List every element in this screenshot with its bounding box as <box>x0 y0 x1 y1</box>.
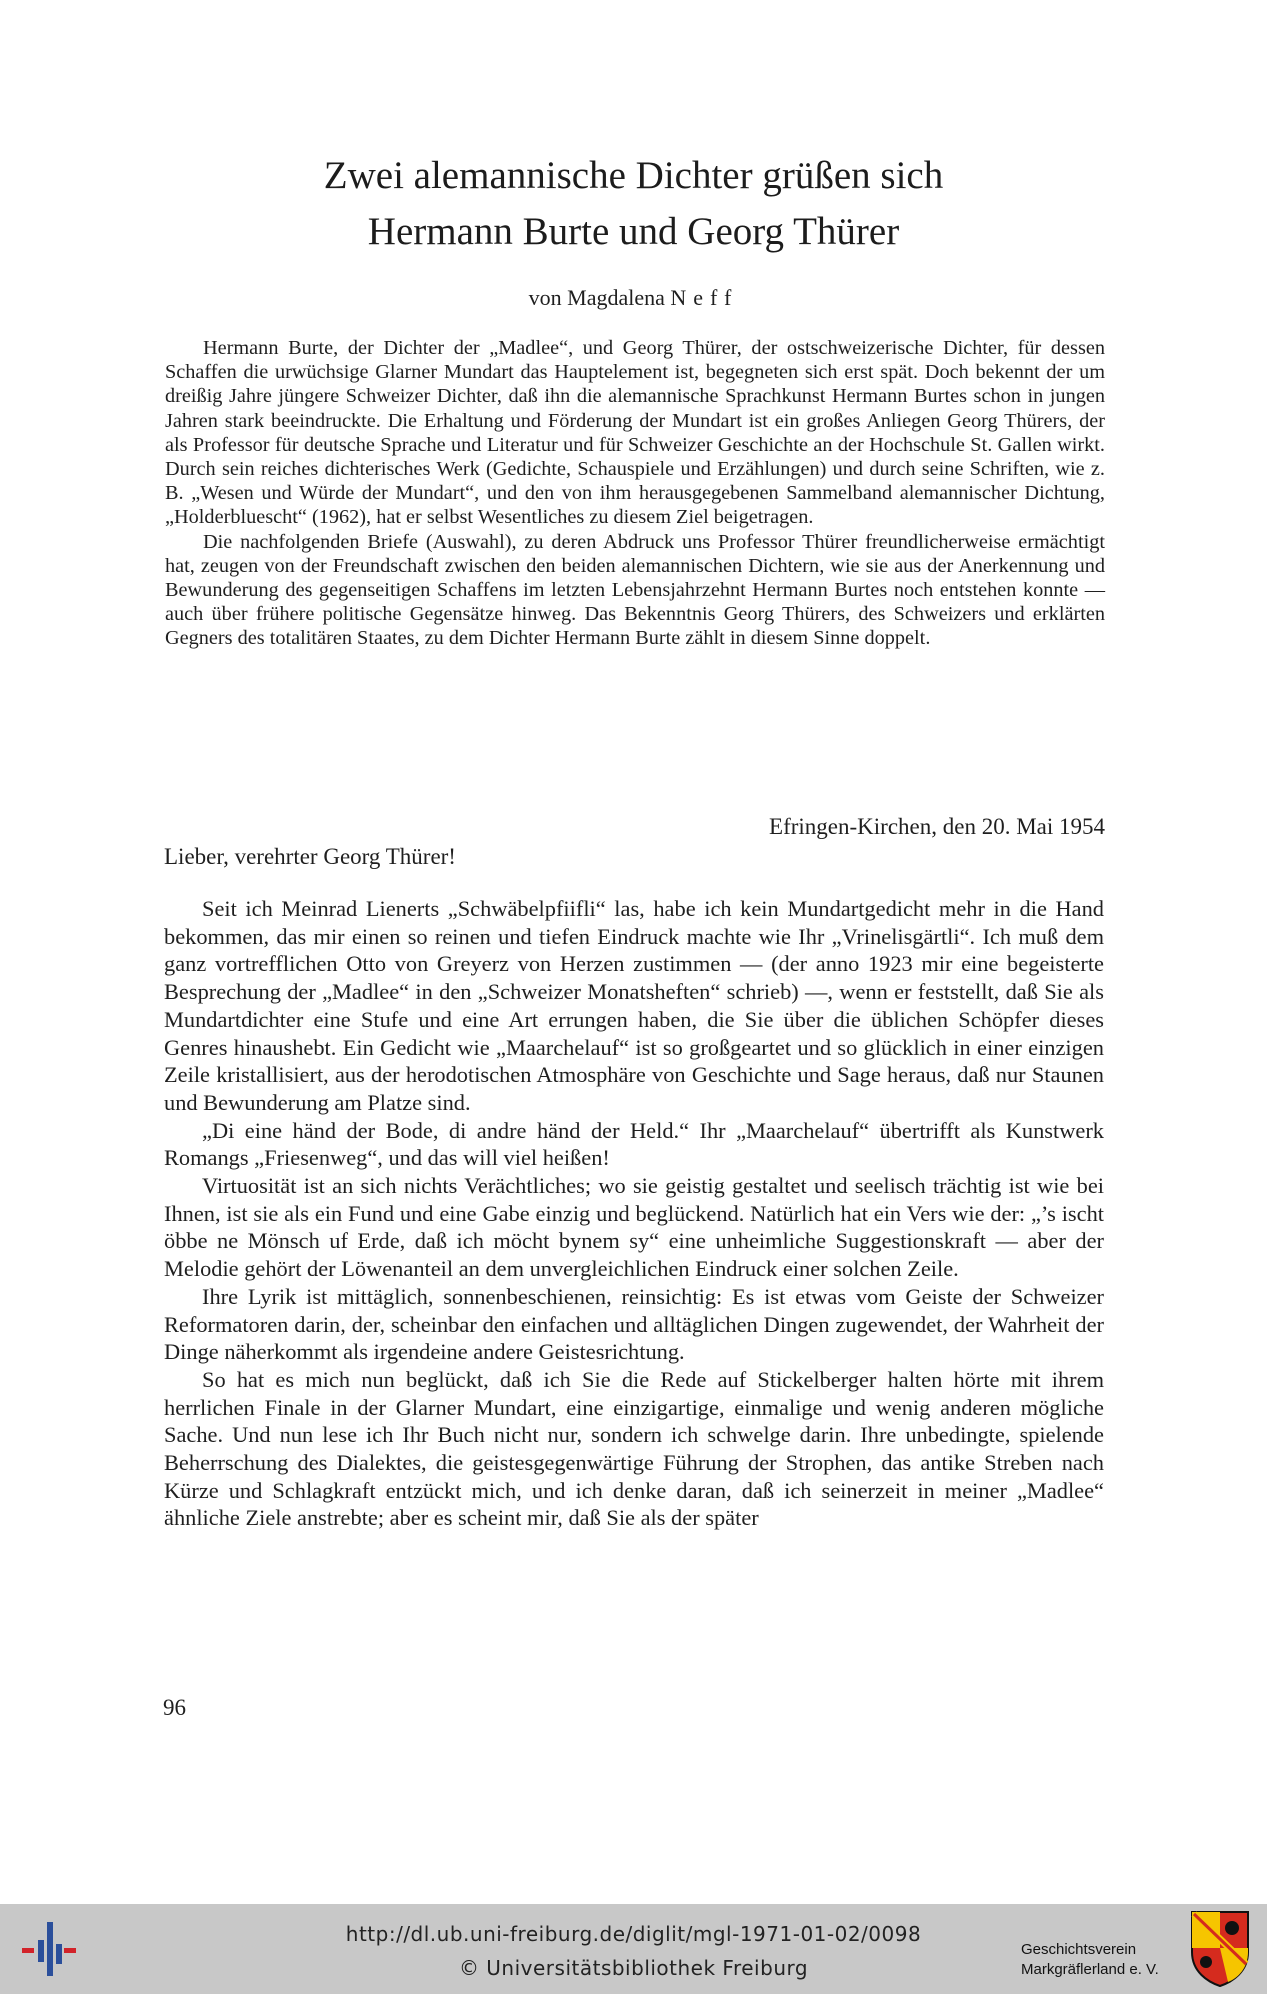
article-title <box>0 148 1267 260</box>
title-line-1: Zwei alemannische Dichter grüßen sich <box>323 154 944 197</box>
footer-copyright: © Universitätsbibliothek Freiburg <box>458 1956 809 1980</box>
letter-paragraph: Virtuosität ist an sich nichts Verächtliches; wo sie geistig gestaltet und seelisch trächtig ist wie bei Ihnen, ist sie als ein Fund und eine Gabe einzig und beglückend. Natürlich hat ein Vers wie der: „’s ischt öbbe nе Mönsch uf Erde, daß ich möcht bynem sy“ eine unheimliche Suggestionskraft — aber der Melodie gehört der Löwenanteil an dem unvergleichlichen Eindruck einer solchen Zeile. <box>164 1173 1104 1282</box>
coat-of-arms-icon <box>1188 1908 1252 1988</box>
author-prefix: von Magdalena <box>528 285 665 310</box>
intro-text <box>165 336 1105 651</box>
intro-paragraph: Die nachfolgenden Briefe (Auswahl), zu deren Abdruck uns Professor Thürer freundlicherweise ermächtigt hat, zeugen von der Freundschaft zwischen den beiden alemannischen Dichtern, wie sie aus der Anerkennung und Bewunderung des gegenseitigen Schaffens im letzten Lebensjahrzehnt Hermann Burtes noch entstehen konnte — auch über frühere politische Gegensätze hinweg. Das Bekenntnis Georg Thürers, des Schweizers und erklärten Gegners des totalitären Staates, zu dem Dichter Hermann Burte zählt in diesem Sinne doppelt. <box>165 530 1105 650</box>
footer-url-link[interactable]: http://dl.ub.uni-freiburg.de/diglit/mgl-1971-01-02/0098 <box>345 1922 922 1946</box>
title-line-2: Hermann Burte und Georg Thürer <box>367 210 900 253</box>
letter-salutation: Lieber, verehrter Georg Thürer! <box>164 844 456 869</box>
letter-paragraph: Ihre Lyrik ist mittäglich, sonnenbeschienen, reinsichtig: Es ist etwas vom Geiste der Schweizer Reformatoren darin, der, scheinbar den einfachen und alltäglichen Dingen zugewendet, der Wahrheit der Dinge näherkommt als irgendeine andere Geistesrichtung. <box>164 1283 1104 1365</box>
author-byline <box>0 283 1267 313</box>
letter-dateline: Efringen-Kirchen, den 20. Mai 1954 <box>769 814 1105 839</box>
footer-bar <box>0 1904 1267 1994</box>
intro-paragraph: Hermann Burte, der Dichter der „Madlee“, und Georg Thürer, der ostschweizerische Dichter, für dessen Schaffen die urwüchsige Glarner Mundart das Hauptelement ist, begegneten sich erst spät. Doch bekennt der um dreißig Jahre jüngere Schweizer Dichter, daß ihn die alemannische Sprachkunst Hermann Burtes schon in jungen Jahren stark beeindruckte. Die Erhaltung und Förderung der Mundart ist ein großes Anliegen Georg Thürers, der als Professor für deutsche Sprache und Literatur und für Schweizer Geschichte an der Hochschule St. Gallen wirkt. Durch sein reiches dichterisches Werk (Gedichte, Schauspiele und Erzählungen) und durch seine Schriften, wie z. B. „Wesen und Würde der Mundart“, und den von ihm herausgegebenen Sammelband alemannischer Dichtung, „Holderbluescht“ (1962), hat er selbst Wesentliches zu diesem Ziel beigetragen. <box>165 337 1105 529</box>
author-surname: Neff <box>670 285 739 310</box>
org-name-line-1: Geschichtsverein <box>1021 1941 1137 1958</box>
letter-paragraph: Seit ich Meinrad Lienerts „Schwäbelpfiifli“ las, habe ich kein Mundartgedicht mehr in die Hand bekommen, das mir einen so reinen und tiefen Eindruck machte wie Ihr „Vrinelisgärtli“. Ich muß dem ganz vortrefflichen Otto von Greyerz von Herzen zustimmen — (der anno 1923 mir eine begeisterte Besprechung der „Madlee“ in den „Schweizer Monatsheften“ schrieb) —, wenn er feststellt, daß Sie als Mundartdichter eine Stufe und eine Art errungen haben, die Sie über die üblichen Schöpfer dieses Genres hinaushebt. Ein Gedicht wie „Maarchelauf“ ist so großgeartet und so glücklich in einer einzigen Zeile kristallisiert, aus der herodotischen Atmosphäre von Geschichte und Sage heraus, daß nur Staunen und Bewunderung am Platze sind. <box>164 896 1104 1115</box>
org-name-line-2: Markgräflerland e. V. <box>1021 1961 1159 1978</box>
page-number: 96 <box>163 1695 186 1720</box>
letter-paragraph: So hat es mich nun beglückt, daß ich Sie die Rede auf Stickelberger halten hörte mit ihrem herrlichen Finale in der Glarner Mundart, eine einzigartige, einmalige und wenig anderen mögliche Sache. Und nun lese ich Ihr Buch nicht nur, sondern ich schwelge darin. Ihre unbedingte, spielende Beherrschung des Dialektes, die geistesgegenwärtige Führung der Strophen, das antike Streben nach Kürze und Schlagkraft entzückt mich, und ich denke daran, daß ich seinerzeit in meiner „Madlee“ ähnliche Ziele anstrebte; aber es scheint mir, daß Sie als der später <box>164 1366 1104 1531</box>
letter-body <box>164 895 1104 1532</box>
letter-paragraph: „Di eine händ der Bode, di andre händ der Held.“ Ihr „Maarchelauf“ übertrifft als Kunstwerk Romangs „Friesenweg“, und das will viel heißen! <box>164 1117 1104 1171</box>
footer-organization <box>1021 1940 1181 1980</box>
